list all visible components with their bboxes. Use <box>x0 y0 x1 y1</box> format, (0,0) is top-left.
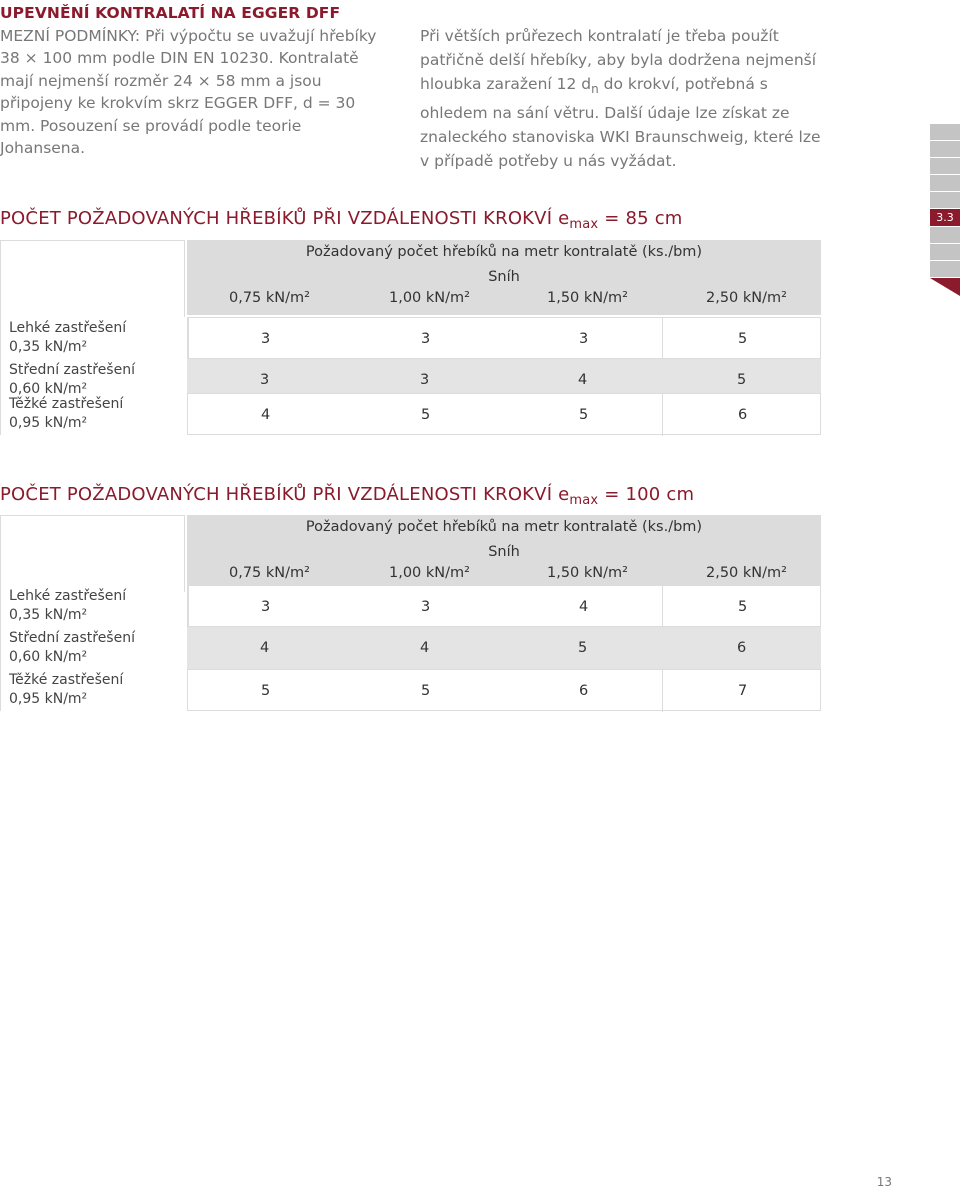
table-title-subscript: max <box>569 493 599 508</box>
roof-type: Těžké zastřešení <box>9 396 124 412</box>
cell-divider <box>188 586 189 628</box>
roof-load: 0,35 kN/m² <box>9 339 88 355</box>
chapter-tab[interactable] <box>930 158 960 174</box>
roof-type: Střední zastřešení <box>9 630 135 646</box>
header-nails-per-metre: Požadovaný počet hřebíků na metr kontralatě (ks./bm) <box>305 519 703 535</box>
row-values <box>187 585 821 627</box>
roof-type: Lehké zastřešení <box>9 320 127 336</box>
cell-divider <box>662 318 663 360</box>
snow-load-header: 1,00 kN/m² <box>389 565 470 581</box>
row-values <box>187 393 821 435</box>
chapter-tab[interactable] <box>930 175 960 191</box>
cell-divider <box>662 670 663 712</box>
table-cell: 3 <box>260 372 270 388</box>
table-row <box>0 585 822 627</box>
table-title-spacing: = 100 cm <box>598 484 695 505</box>
roof-load: 0,95 kN/m² <box>9 415 88 431</box>
wind-suction-text: do krokví, potřebná s ohledem na sání větru. Další údaje lze získat ze znaleckého stanoviska WKI Braunschweig, které lze v případě potřeby u nás vyžádat. <box>420 75 821 171</box>
table-title-text: POČET POŽADOVANÝCH HŘEBÍKŮ PŘI VZDÁLENOSTI KROKVÍ e <box>0 208 570 229</box>
table-cell: 4 <box>261 407 271 423</box>
chapter-tab[interactable] <box>930 141 960 157</box>
row-values <box>187 317 821 359</box>
row-label <box>0 393 187 435</box>
snow-load-header: 1,50 kN/m² <box>547 565 628 581</box>
table-cell: 4 <box>578 372 588 388</box>
roof-load: 0,60 kN/m² <box>9 649 88 665</box>
table-cell: 6 <box>737 640 747 656</box>
header-nails-per-metre: Požadovaný počet hřebíků na metr kontralatě (ks./bm) <box>305 244 703 260</box>
cell-divider <box>188 318 189 360</box>
roof-load: 0,35 kN/m² <box>9 607 88 623</box>
chapter-tab[interactable] <box>930 192 960 208</box>
table-cell: 6 <box>738 407 748 423</box>
table-header <box>187 515 821 590</box>
table-cell: 3 <box>420 372 430 388</box>
chapter-tabs <box>930 124 960 296</box>
table-cell: 3 <box>579 331 589 347</box>
cell-divider <box>662 586 663 628</box>
snow-load-header: 2,50 kN/m² <box>706 290 787 306</box>
table-cell: 5 <box>737 372 747 388</box>
snow-load-header: 0,75 kN/m² <box>229 290 310 306</box>
snow-load-header: 0,75 kN/m² <box>229 565 310 581</box>
table-cell: 3 <box>261 331 271 347</box>
row-label <box>0 585 187 627</box>
boundary-conditions-text: MEZNÍ PODMÍNKY: Při výpočtu se uvažují hřebíky 38 × 100 mm podle DIN EN 10230. Kontralatě mají nejmenší rozměr 24 × 58 mm a jsou připojeny ke krokvím skrz EGGER DFF, d = 30 mm. Posouzení se provádí podle teorie Johansena. <box>0 26 377 157</box>
table-row <box>0 317 822 359</box>
roof-type: Těžké zastřešení <box>9 672 124 688</box>
chapter-tab-active[interactable]: 3.3 <box>930 209 960 226</box>
table-corner <box>0 515 185 592</box>
table-cell: 3 <box>421 331 431 347</box>
snow-load-header: 1,50 kN/m² <box>547 290 628 306</box>
row-values <box>187 627 821 669</box>
page-number: 13 <box>876 1175 892 1189</box>
table-cell: 5 <box>738 599 748 615</box>
table-cell: 5 <box>579 407 589 423</box>
chapter-tab[interactable] <box>930 124 960 140</box>
table-title-text: POČET POŽADOVANÝCH HŘEBÍKŮ PŘI VZDÁLENOSTI KROKVÍ e <box>0 484 570 505</box>
header-snow: Sníh <box>488 544 520 560</box>
nail-depth-text: Při větších průřezech kontralatí je třeba použít patřičně delší hřebíky, aby byla dodržena nejmenší hloubka zaražení 12 d <box>420 27 817 93</box>
table-cell: 6 <box>579 683 589 699</box>
table-row <box>0 393 822 435</box>
row-values <box>187 669 821 711</box>
section-heading: UPEVNĚNÍ KONTRALATÍ NA EGGER DFF <box>0 4 341 22</box>
chapter-tab[interactable] <box>930 244 960 260</box>
table-cell: 4 <box>260 640 270 656</box>
table-title <box>0 484 900 508</box>
table-corner <box>0 240 185 317</box>
table-cell: 5 <box>578 640 588 656</box>
table-cell: 4 <box>579 599 589 615</box>
row-label <box>0 317 187 359</box>
nail-depth-subscript: n <box>591 82 599 97</box>
table-cell: 7 <box>738 683 748 699</box>
table-cell: 5 <box>738 331 748 347</box>
roof-type: Střední zastřešení <box>9 362 135 378</box>
table-title <box>0 208 900 232</box>
table-row <box>0 669 822 711</box>
table-cell: 5 <box>421 407 431 423</box>
intro-right-column <box>420 24 830 173</box>
header-snow: Sníh <box>488 269 520 285</box>
cell-divider <box>662 394 663 436</box>
row-label <box>0 627 187 669</box>
roof-type: Lehké zastřešení <box>9 588 127 604</box>
chapter-tab[interactable] <box>930 261 960 277</box>
table-title-spacing: = 85 cm <box>598 208 683 229</box>
chapter-tab[interactable] <box>930 227 960 243</box>
table-row <box>0 627 822 669</box>
roof-load: 0,60 kN/m² <box>9 381 88 397</box>
intro-left-column <box>0 2 390 160</box>
table-cell: 3 <box>421 599 431 615</box>
roof-load: 0,95 kN/m² <box>9 691 88 707</box>
snow-load-header: 2,50 kN/m² <box>706 565 787 581</box>
table-title-subscript: max <box>569 217 599 232</box>
table-cell: 4 <box>420 640 430 656</box>
table-header <box>187 240 821 315</box>
table-cell: 5 <box>421 683 431 699</box>
table-cell: 3 <box>261 599 271 615</box>
row-label <box>0 669 187 711</box>
table-cell: 5 <box>261 683 271 699</box>
snow-load-header: 1,00 kN/m² <box>389 290 470 306</box>
chapter-tab-corner <box>930 278 960 296</box>
